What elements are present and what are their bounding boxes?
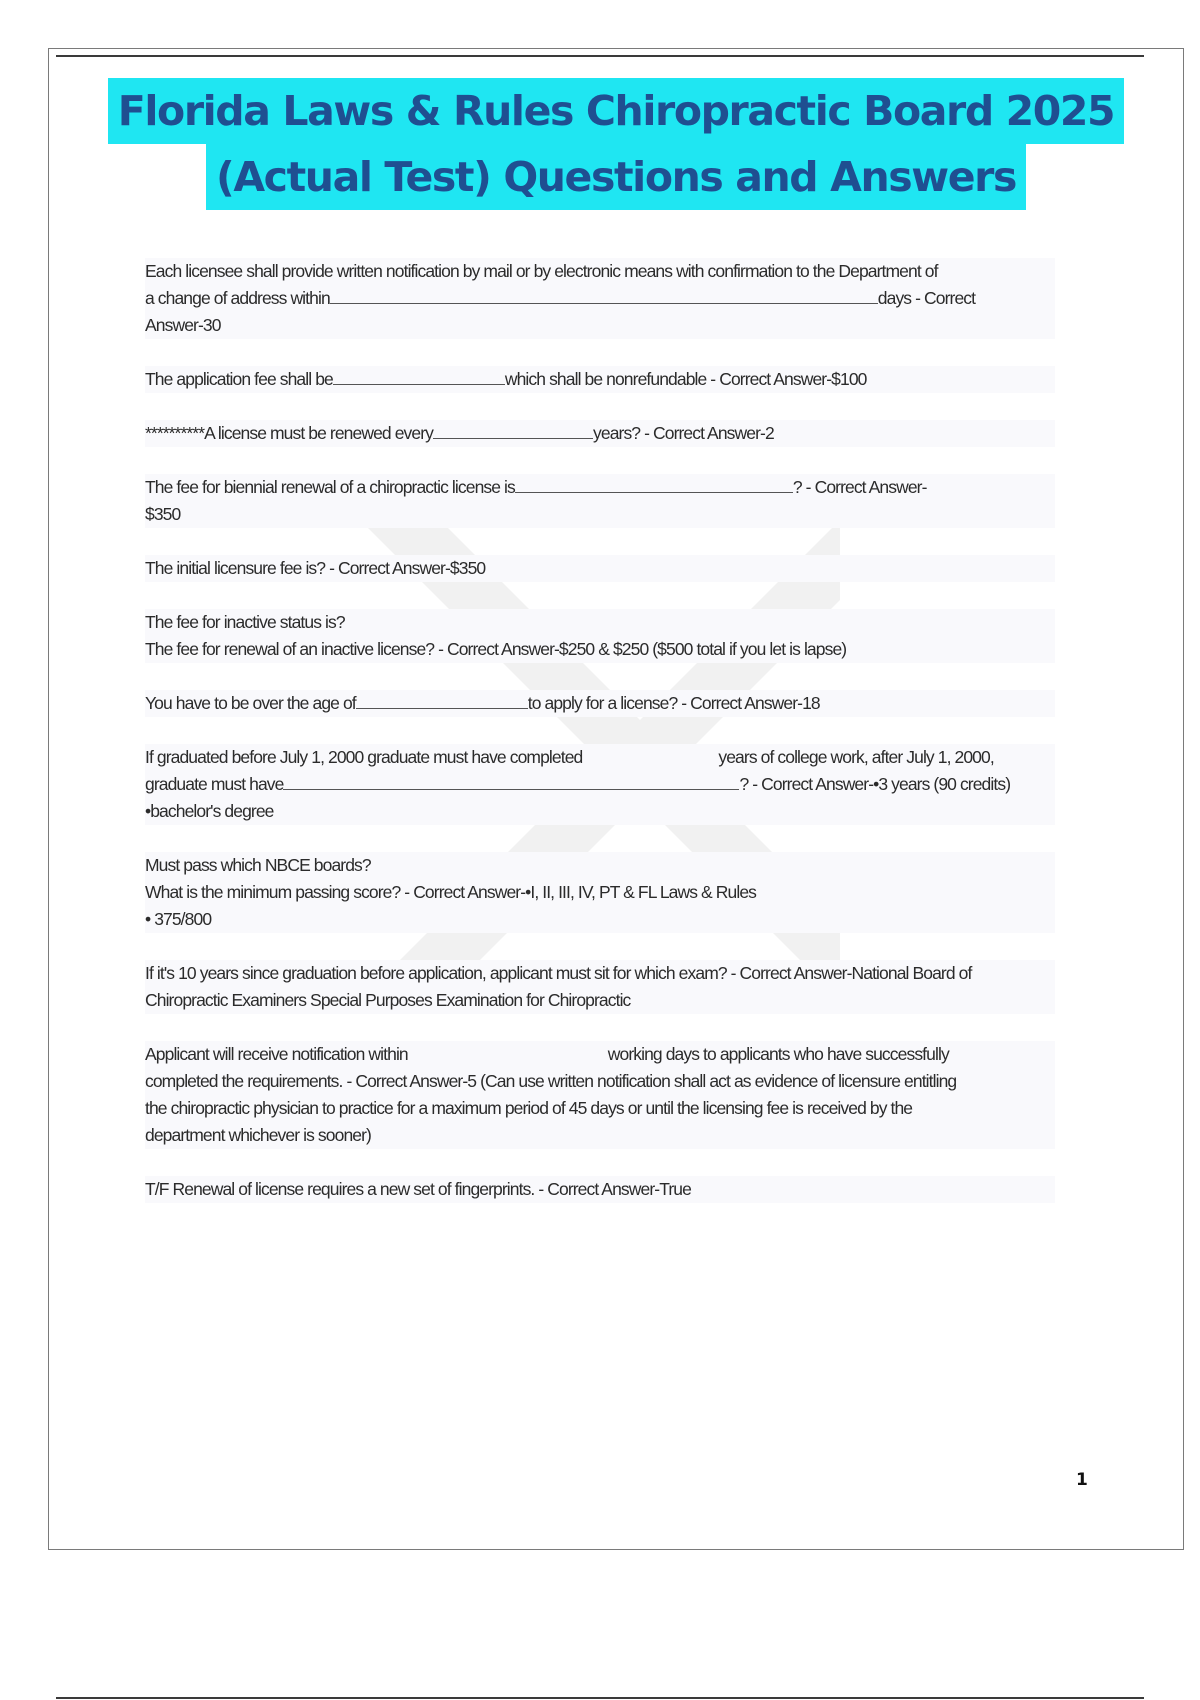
- qa-item: [145, 474, 1055, 528]
- qa-line: [145, 852, 1049, 879]
- qa-text: The fee for renewal of an inactive license? - Correct Answer-$250 & $250 ($500 total if you let is lapse): [145, 639, 847, 659]
- document-title: [48, 78, 1184, 210]
- qa-list: [145, 258, 1055, 1230]
- qa-item: [145, 690, 1055, 717]
- qa-item: [145, 1041, 1055, 1149]
- qa-text: a change of address within: [145, 288, 330, 308]
- qa-text: Answer-30: [145, 315, 221, 335]
- qa-line: [145, 555, 1049, 582]
- qa-text: department whichever is sooner): [145, 1125, 371, 1145]
- qa-text: • 375/800: [145, 909, 212, 929]
- qa-line: [145, 285, 1049, 312]
- qa-line: [145, 609, 1049, 636]
- bottom-rule: [56, 1697, 1144, 1699]
- qa-text: The application fee shall be: [145, 369, 333, 389]
- qa-text: What is the minimum passing score? - Correct Answer-•I, II, III, IV, PT & FL Laws & Rules: [145, 882, 757, 902]
- qa-text: to apply for a license? - Correct Answer-18: [527, 693, 820, 713]
- qa-item: [145, 1176, 1055, 1203]
- qa-line: [145, 798, 1049, 825]
- qa-text: Chiropractic Examiners Special Purposes Examination for Chiropractic: [145, 990, 631, 1010]
- qa-text: Each licensee shall provide written notification by mail or by electronic means with confirmation to the Department of: [145, 261, 938, 281]
- qa-line: [145, 960, 1049, 987]
- qa-text: Applicant will receive notification within: [145, 1044, 408, 1064]
- qa-item: [145, 609, 1055, 663]
- qa-item: [145, 420, 1055, 447]
- qa-text: The fee for inactive status is?: [145, 612, 345, 632]
- qa-line: [145, 906, 1049, 933]
- answer-blank: [330, 287, 878, 304]
- qa-line: [145, 636, 1049, 663]
- qa-line: [145, 744, 1049, 771]
- qa-text: which shall be nonrefundable - Correct Answer-$100: [504, 369, 867, 389]
- answer-blank: [356, 692, 528, 709]
- qa-text: working days to applicants who have successfully: [607, 1044, 949, 1064]
- qa-text: days - Correct: [877, 288, 976, 308]
- qa-text: years? - Correct Answer-2: [593, 423, 774, 443]
- answer-blank: [433, 422, 593, 439]
- qa-text: The fee for biennial renewal of a chiropractic license is: [145, 477, 515, 497]
- qa-line: [145, 258, 1049, 285]
- qa-text: Must pass which NBCE boards?: [145, 855, 371, 875]
- qa-text: completed the requirements. - Correct Answer-5 (Can use written notification shall act as evidence of licensure entitling: [145, 1071, 957, 1091]
- qa-item: [145, 960, 1055, 1014]
- title-line-2: (Actual Test) Questions and Answers: [206, 144, 1026, 210]
- qa-line: [145, 420, 1049, 447]
- qa-line: [145, 879, 1049, 906]
- qa-text: graduate must have: [145, 774, 284, 794]
- qa-text: T/F Renewal of license requires a new set of fingerprints. - Correct Answer-True: [145, 1179, 691, 1199]
- qa-item: [145, 744, 1055, 825]
- qa-item: [145, 852, 1055, 933]
- answer-blank: [333, 368, 505, 385]
- page-number: 1: [1076, 1470, 1088, 1490]
- qa-text: years of college work, after July 1, 2000,: [718, 747, 994, 767]
- qa-text: If graduated before July 1, 2000 graduate must have completed: [145, 747, 583, 767]
- qa-line: [145, 501, 1049, 528]
- qa-line: [145, 1176, 1049, 1203]
- qa-line: [145, 474, 1049, 501]
- qa-line: [145, 1068, 1049, 1095]
- answer-blank: [515, 476, 793, 493]
- qa-item: [145, 366, 1055, 393]
- qa-text: the chiropractic physician to practice for a maximum period of 45 days or until the licensing fee is received by the: [145, 1098, 913, 1118]
- answer-blank: [283, 773, 739, 790]
- qa-line: [145, 690, 1049, 717]
- qa-line: [145, 1122, 1049, 1149]
- qa-text: $350: [145, 504, 181, 524]
- qa-line: [145, 1041, 1049, 1068]
- qa-text: If it's 10 years since graduation before application, applicant must sit for which exam? - Correct Answer-National Board of: [145, 963, 972, 983]
- qa-line: [145, 987, 1049, 1014]
- qa-line: [145, 312, 1049, 339]
- qa-line: [145, 1095, 1049, 1122]
- qa-text: The initial licensure fee is? - Correct Answer-$350: [145, 558, 486, 578]
- qa-text: •bachelor's degree: [145, 801, 274, 821]
- qa-line: [145, 366, 1049, 393]
- qa-text: ? - Correct Answer-•3 years (90 credits): [739, 774, 1011, 794]
- qa-text: **********A license must be renewed every: [145, 423, 434, 443]
- qa-text: ? - Correct Answer-: [792, 477, 927, 497]
- qa-text: You have to be over the age of: [145, 693, 356, 713]
- qa-line: [145, 771, 1049, 798]
- qa-item: [145, 258, 1055, 339]
- title-line-1: Florida Laws & Rules Chiropractic Board 2025: [108, 78, 1124, 144]
- qa-item: [145, 555, 1055, 582]
